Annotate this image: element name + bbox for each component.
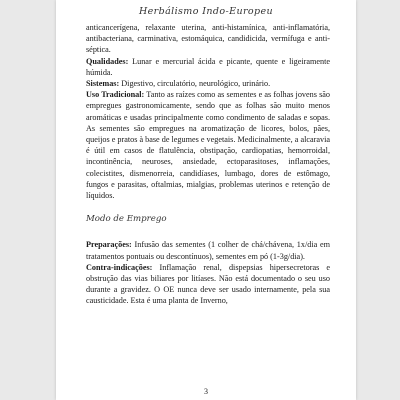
intro-paragraph: anticancerígena, relaxante uterina, anti-histamínica, anti-inflamatória, antibacteriana, carminativa, estomáquica, candidicida, vermífuga e anti-séptica. (86, 23, 330, 55)
sistemas-label: Sistemas: (86, 79, 120, 89)
contra-indicacoes-label: Contra-indicações: (86, 262, 153, 272)
preparacoes-text: Infusão das sementes (1 colher de chá/chávena, 1x/dia em tratamentos pontuais ou descontínuos), sementes em pó (1-3g/dia). (86, 240, 330, 261)
contra-indicacoes-text: Inflamação renal, dispepsias hipersecretoras e obstrução das vias biliares por litíases. Não está documentado o seu uso durante a gravidez. O OE nunca deve ser usado internamente, pela sua causticidade. Esta é uma planta de Inverno, (86, 262, 330, 306)
running-header: Herbálismo Indo-Europeu (138, 6, 274, 17)
preparacoes-paragraph (86, 239, 330, 261)
sistemas-paragraph (86, 78, 330, 89)
page-number: 3 (204, 387, 208, 396)
preparacoes-label: Preparações: (86, 240, 132, 250)
qualidades-label: Qualidades: (86, 56, 129, 66)
uso-tradicional-label: Uso Tradicional: (86, 90, 145, 100)
page-content (86, 22, 330, 307)
qualidades-paragraph (86, 56, 330, 78)
qualidades-text: Lunar e mercurial ácida e picante, quente e ligeiramente húmida. (86, 56, 330, 77)
uso-tradicional-text: Tanto as raízes como as sementes e as folhas jovens são empregues gastronomicamente, sendo que as folhas são muito menos aromáticas e usadas principalmente como condimento de saladas e sopas. As sementes são empregues na aromatização de licores, bolos, pães, queijos e pratos à base de legumes e vegetais. Medicinalmente, a alcaravia é útil em casos de flatulência, obstipação, cardiopatias, hemorroidal, incontinência, neuroses, ansiedade, ectoparasitoses, inflamações, colecistites, dismenorreia, candidíases, lumbago, dores de estômago, fungos e parasitas, oftalmias, mialgias, problemas uterinos e retenção de líquidos. (86, 90, 331, 201)
sistemas-text: Digestivo, circulatório, neurológico, urinário. (119, 79, 271, 89)
uso-tradicional-paragraph (86, 89, 330, 201)
document-page (56, 0, 356, 400)
contra-indicacoes-paragraph (86, 262, 330, 307)
section-title: Modo de Emprego (86, 214, 167, 225)
